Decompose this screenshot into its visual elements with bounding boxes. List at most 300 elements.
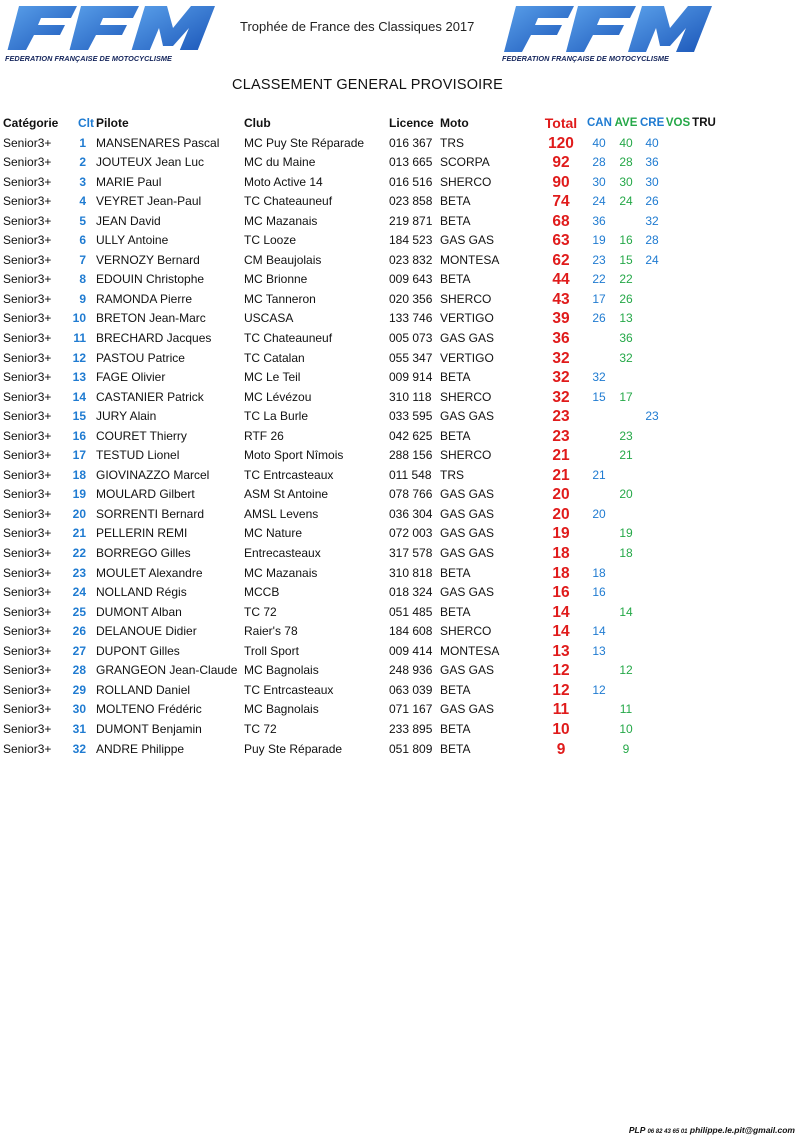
cell-cre: 24 xyxy=(645,252,659,267)
table-row xyxy=(0,642,800,662)
cell-moto: MONTESA xyxy=(440,643,500,658)
cell-clt: 27 xyxy=(72,643,86,658)
cell-moto: GAS GAS xyxy=(440,702,495,717)
cell-clt: 2 xyxy=(79,155,86,170)
cell-club: MC Bagnolais xyxy=(244,702,319,717)
cell-can: 22 xyxy=(592,272,606,287)
cell-can: 19 xyxy=(592,233,606,248)
cell-moto: TRS xyxy=(440,135,464,150)
cell-pilote: MOLTENO Frédéric xyxy=(96,702,202,717)
cell-licence: 248 936 xyxy=(389,663,433,678)
cell-pilote: JURY Alain xyxy=(96,409,157,424)
cell-clt: 7 xyxy=(79,252,86,267)
col-header-total: Total xyxy=(544,115,578,131)
cell-total: 62 xyxy=(552,251,570,269)
cell-clt: 32 xyxy=(72,741,86,756)
cell-club: Raier's 78 xyxy=(244,624,298,639)
cell-total: 12 xyxy=(552,662,570,680)
cell-ave: 16 xyxy=(619,233,633,248)
cell-club: TC Looze xyxy=(244,233,297,248)
cell-total: 92 xyxy=(552,154,570,172)
cell-total: 43 xyxy=(552,290,570,308)
cell-club: MC Mazanais xyxy=(244,565,318,580)
cell-categorie: Senior3+ xyxy=(3,252,52,267)
cell-licence: 011 548 xyxy=(389,467,432,482)
cell-club: TC Chateauneuf xyxy=(244,194,333,209)
cell-clt: 29 xyxy=(72,682,86,697)
ffm-logo-graphic xyxy=(5,4,220,54)
cell-ave: 20 xyxy=(619,487,633,502)
cell-total: 9 xyxy=(556,740,566,758)
cell-club: USCASA xyxy=(244,311,294,326)
cell-total: 23 xyxy=(552,427,570,445)
cell-ave: 23 xyxy=(619,428,633,443)
cell-pilote: BRETON Jean-Marc xyxy=(96,311,206,326)
cell-categorie: Senior3+ xyxy=(3,389,52,404)
cell-club: RTF 26 xyxy=(244,428,284,443)
cell-moto: SHERCO xyxy=(440,291,492,306)
cell-can: 16 xyxy=(592,585,606,600)
cell-moto: BETA xyxy=(440,194,471,209)
cell-moto: BETA xyxy=(440,428,471,443)
cell-club: Moto Sport Nîmois xyxy=(244,448,344,463)
cell-club: ASM St Antoine xyxy=(244,487,329,502)
cell-total: 12 xyxy=(552,681,570,699)
col-header-cre: CRE xyxy=(640,117,665,129)
cell-club: MC Mazanais xyxy=(244,213,318,228)
cell-total: 13 xyxy=(552,642,570,660)
cell-pilote: MARIE Paul xyxy=(96,174,162,189)
cell-pilote: DUMONT Benjamin xyxy=(96,721,202,736)
ranking-title: CLASSEMENT GENERAL PROVISOIRE xyxy=(232,77,503,93)
cell-club: Entrecasteaux xyxy=(244,546,321,561)
table-row xyxy=(0,524,800,544)
cell-categorie: Senior3+ xyxy=(3,526,52,541)
cell-licence: 023 858 xyxy=(389,194,433,209)
cell-club: MC Bagnolais xyxy=(244,663,319,678)
cell-licence: 023 832 xyxy=(389,252,433,267)
cell-categorie: Senior3+ xyxy=(3,702,52,717)
cell-licence: 042 625 xyxy=(389,428,433,443)
cell-moto: MONTESA xyxy=(440,252,500,267)
cell-ave: 15 xyxy=(619,252,633,267)
cell-cre: 23 xyxy=(645,409,659,424)
cell-licence: 009 414 xyxy=(389,643,433,658)
cell-club: MCCB xyxy=(244,585,280,600)
cell-clt: 14 xyxy=(72,389,86,404)
cell-categorie: Senior3+ xyxy=(3,428,52,443)
cell-ave: 10 xyxy=(619,721,633,736)
cell-licence: 133 746 xyxy=(389,311,433,326)
cell-ave: 24 xyxy=(619,194,633,209)
table-row xyxy=(0,192,800,212)
cell-licence: 016 367 xyxy=(389,135,433,150)
cell-licence: 013 665 xyxy=(389,155,433,170)
cell-categorie: Senior3+ xyxy=(3,565,52,580)
cell-licence: 078 766 xyxy=(389,487,433,502)
cell-pilote: ANDRE Philippe xyxy=(96,741,185,756)
footer-email: philippe.le.pit@gmail.com xyxy=(689,1125,795,1135)
cell-moto: VERTIGO xyxy=(440,350,494,365)
cell-licence: 310 118 xyxy=(389,389,432,404)
cell-licence: 009 643 xyxy=(389,272,433,287)
cell-club: MC Lévézou xyxy=(244,389,312,404)
table-row xyxy=(0,134,800,154)
cell-moto: BETA xyxy=(440,741,471,756)
cell-total: 10 xyxy=(552,720,570,738)
table-row xyxy=(0,349,800,369)
cell-moto: GAS GAS xyxy=(440,546,495,561)
cell-club: TC Catalan xyxy=(244,350,305,365)
table-row xyxy=(0,564,800,584)
cell-pilote: GIOVINAZZO Marcel xyxy=(96,467,210,482)
cell-pilote: BORREGO Gilles xyxy=(96,546,191,561)
cell-moto: VERTIGO xyxy=(440,311,494,326)
cell-licence: 020 356 xyxy=(389,291,433,306)
cell-club: Moto Active 14 xyxy=(244,174,323,189)
cell-clt: 10 xyxy=(72,311,86,326)
cell-total: 23 xyxy=(552,408,570,426)
ffm-logo-left xyxy=(5,4,220,66)
table-row xyxy=(0,270,800,290)
cell-moto: BETA xyxy=(440,370,471,385)
cell-club: TC 72 xyxy=(244,721,277,736)
cell-categorie: Senior3+ xyxy=(3,682,52,697)
cell-categorie: Senior3+ xyxy=(3,194,52,209)
cell-licence: 016 516 xyxy=(389,174,433,189)
cell-pilote: PASTOU Patrice xyxy=(96,350,185,365)
cell-total: 32 xyxy=(552,369,570,387)
table-row xyxy=(0,329,800,349)
cell-clt: 31 xyxy=(72,721,86,736)
col-header-clt: Clt xyxy=(78,116,94,130)
cell-pilote: TESTUD Lionel xyxy=(96,448,180,463)
cell-can: 32 xyxy=(592,370,606,385)
cell-total: 16 xyxy=(552,584,570,602)
cell-licence: 009 914 xyxy=(389,370,433,385)
cell-pilote: ULLY Antoine xyxy=(96,233,169,248)
cell-total: 14 xyxy=(552,603,570,621)
table-row xyxy=(0,700,800,720)
table-row xyxy=(0,720,800,740)
cell-can: 13 xyxy=(592,643,606,658)
cell-total: 18 xyxy=(552,564,570,582)
cell-clt: 21 xyxy=(72,526,86,541)
cell-total: 44 xyxy=(552,271,570,289)
table-row xyxy=(0,740,800,760)
cell-categorie: Senior3+ xyxy=(3,741,52,756)
cell-pilote: EDOUIN Christophe xyxy=(96,272,205,287)
cell-total: 14 xyxy=(552,623,570,641)
cell-licence: 033 595 xyxy=(389,409,433,424)
cell-pilote: RAMONDA Pierre xyxy=(96,291,193,306)
cell-total: 63 xyxy=(552,232,570,250)
cell-clt: 30 xyxy=(72,702,86,717)
col-header-categorie: Catégorie xyxy=(3,116,59,130)
ffm-logo-right xyxy=(502,4,717,66)
table-row xyxy=(0,466,800,486)
cell-categorie: Senior3+ xyxy=(3,233,52,248)
cell-club: TC Chateauneuf xyxy=(244,331,333,346)
cell-club: TC Entrcasteaux xyxy=(244,467,334,482)
col-header-club: Club xyxy=(244,116,271,130)
cell-total: 74 xyxy=(552,193,570,211)
cell-clt: 1 xyxy=(79,135,86,150)
cell-moto: TRS xyxy=(440,467,464,482)
cell-categorie: Senior3+ xyxy=(3,721,52,736)
table-row xyxy=(0,427,800,447)
cell-total: 90 xyxy=(552,173,570,191)
cell-pilote: SORRENTI Bernard xyxy=(96,506,205,521)
cell-moto: BETA xyxy=(440,272,471,287)
cell-pilote: MOULARD Gilbert xyxy=(96,487,195,502)
cell-pilote: COURET Thierry xyxy=(96,428,187,443)
cell-ave: 18 xyxy=(619,546,633,561)
cell-total: 21 xyxy=(552,447,570,465)
cell-moto: GAS GAS xyxy=(440,526,495,541)
cell-total: 20 xyxy=(552,505,570,523)
cell-moto: BETA xyxy=(440,565,471,580)
table-row xyxy=(0,661,800,681)
cell-licence: 018 324 xyxy=(389,585,433,600)
cell-moto: SHERCO xyxy=(440,624,492,639)
cell-club: Puy Ste Réparade xyxy=(244,741,343,756)
cell-clt: 25 xyxy=(72,604,86,619)
cell-categorie: Senior3+ xyxy=(3,604,52,619)
table-row xyxy=(0,407,800,427)
cell-cre: 26 xyxy=(645,194,659,209)
cell-can: 18 xyxy=(592,565,606,580)
cell-pilote: ROLLAND Daniel xyxy=(96,682,191,697)
cell-clt: 20 xyxy=(72,506,86,521)
cell-pilote: JEAN David xyxy=(96,213,161,228)
cell-clt: 19 xyxy=(72,487,86,502)
cell-licence: 288 156 xyxy=(389,448,433,463)
cell-licence: 184 608 xyxy=(389,624,433,639)
cell-pilote: CASTANIER Patrick xyxy=(96,389,204,404)
cell-categorie: Senior3+ xyxy=(3,624,52,639)
cell-licence: 051 485 xyxy=(389,604,433,619)
cell-pilote: BRECHARD Jacques xyxy=(96,331,212,346)
cell-can: 40 xyxy=(592,135,606,150)
cell-pilote: PELLERIN REMI xyxy=(96,526,188,541)
cell-clt: 16 xyxy=(72,428,86,443)
cell-ave: 36 xyxy=(619,331,633,346)
cell-can: 30 xyxy=(592,174,606,189)
cell-ave: 17 xyxy=(619,389,633,404)
cell-clt: 26 xyxy=(72,624,86,639)
cell-clt: 4 xyxy=(79,194,86,209)
cell-ave: 21 xyxy=(619,448,633,463)
cell-can: 12 xyxy=(592,682,606,697)
cell-categorie: Senior3+ xyxy=(3,291,52,306)
table-row xyxy=(0,505,800,525)
cell-total: 32 xyxy=(552,349,570,367)
cell-club: MC du Maine xyxy=(244,155,316,170)
cell-moto: SHERCO xyxy=(440,448,492,463)
cell-ave: 11 xyxy=(619,702,633,717)
cell-clt: 9 xyxy=(79,291,86,306)
cell-licence: 071 167 xyxy=(389,702,433,717)
cell-categorie: Senior3+ xyxy=(3,272,52,287)
table-row xyxy=(0,153,800,173)
cell-total: 20 xyxy=(552,486,570,504)
cell-pilote: VERNOZY Bernard xyxy=(96,252,200,267)
cell-clt: 15 xyxy=(72,409,86,424)
cell-cre: 32 xyxy=(645,213,659,228)
logo-caption: FEDERATION FRANÇAISE DE MOTOCYCLISME xyxy=(5,54,172,63)
table-row xyxy=(0,173,800,193)
cell-club: MC Brionne xyxy=(244,272,308,287)
cell-categorie: Senior3+ xyxy=(3,448,52,463)
cell-pilote: NOLLAND Régis xyxy=(96,585,187,600)
cell-can: 36 xyxy=(592,213,606,228)
cell-can: 14 xyxy=(592,624,606,639)
col-header-licence: Licence xyxy=(389,116,434,130)
ranking-table xyxy=(0,114,800,759)
cell-moto: GAS GAS xyxy=(440,487,495,502)
col-header-pilote: Pilote xyxy=(96,116,129,130)
cell-total: 32 xyxy=(552,388,570,406)
cell-total: 21 xyxy=(552,466,570,484)
cell-clt: 6 xyxy=(79,233,86,248)
cell-cre: 30 xyxy=(645,174,659,189)
cell-ave: 19 xyxy=(619,526,633,541)
cell-moto: GAS GAS xyxy=(440,506,495,521)
cell-moto: SHERCO xyxy=(440,174,492,189)
cell-licence: 036 304 xyxy=(389,506,433,521)
cell-total: 39 xyxy=(552,310,570,328)
cell-total: 18 xyxy=(552,545,570,563)
col-header-moto: Moto xyxy=(440,116,469,130)
cell-total: 68 xyxy=(552,212,570,230)
cell-club: MC Nature xyxy=(244,526,303,541)
cell-ave: 30 xyxy=(619,174,633,189)
cell-ave: 32 xyxy=(619,350,633,365)
col-header-vos: VOS xyxy=(665,117,691,129)
cell-categorie: Senior3+ xyxy=(3,585,52,600)
cell-categorie: Senior3+ xyxy=(3,331,52,346)
cell-can: 20 xyxy=(592,506,606,521)
cell-clt: 12 xyxy=(72,350,86,365)
table-row xyxy=(0,681,800,701)
cell-can: 24 xyxy=(592,194,606,209)
cell-clt: 23 xyxy=(72,565,86,580)
table-row xyxy=(0,251,800,271)
cell-moto: GAS GAS xyxy=(440,585,495,600)
cell-clt: 18 xyxy=(72,467,86,482)
cell-can: 15 xyxy=(592,389,606,404)
cell-pilote: DUMONT Alban xyxy=(96,604,182,619)
cell-pilote: DUPONT Gilles xyxy=(96,643,180,658)
table-body xyxy=(0,134,800,760)
cell-clt: 11 xyxy=(73,331,86,346)
cell-pilote: MOULET Alexandre xyxy=(96,565,203,580)
cell-club: MC Tanneron xyxy=(244,291,316,306)
cell-total: 120 xyxy=(548,134,574,152)
table-row xyxy=(0,583,800,603)
cell-licence: 005 073 xyxy=(389,331,433,346)
cell-categorie: Senior3+ xyxy=(3,663,52,678)
cell-licence: 317 578 xyxy=(389,546,433,561)
cell-licence: 233 895 xyxy=(389,721,433,736)
cell-categorie: Senior3+ xyxy=(3,350,52,365)
cell-licence: 184 523 xyxy=(389,233,433,248)
cell-licence: 063 039 xyxy=(389,682,433,697)
table-row xyxy=(0,309,800,329)
cell-ave: 12 xyxy=(619,663,633,678)
cell-ave: 22 xyxy=(619,272,633,287)
cell-licence: 219 871 xyxy=(389,213,433,228)
cell-cre: 28 xyxy=(645,233,659,248)
cell-licence: 055 347 xyxy=(389,350,433,365)
table-row xyxy=(0,290,800,310)
table-row xyxy=(0,388,800,408)
cell-categorie: Senior3+ xyxy=(3,155,52,170)
cell-categorie: Senior3+ xyxy=(3,546,52,561)
cell-moto: BETA xyxy=(440,213,471,228)
cell-licence: 072 003 xyxy=(389,526,433,541)
cell-club: TC 72 xyxy=(244,604,277,619)
footer-contact xyxy=(600,1125,795,1135)
cell-categorie: Senior3+ xyxy=(3,174,52,189)
cell-can: 23 xyxy=(592,252,606,267)
table-header-row xyxy=(0,114,800,134)
col-header-can: CAN xyxy=(587,117,612,129)
cell-categorie: Senior3+ xyxy=(3,135,52,150)
cell-club: Troll Sport xyxy=(244,643,299,658)
cell-pilote: DELANOUE Didier xyxy=(96,624,197,639)
footer-phone: 06 82 43 65 01 xyxy=(647,1129,688,1135)
col-header-ave: AVE xyxy=(614,117,638,129)
cell-pilote: MANSENARES Pascal xyxy=(96,135,220,150)
cell-club: MC Le Teil xyxy=(244,370,301,385)
cell-clt: 8 xyxy=(79,272,86,287)
cell-licence: 310 818 xyxy=(389,565,433,580)
cell-categorie: Senior3+ xyxy=(3,370,52,385)
cell-pilote: FAGE Olivier xyxy=(96,370,166,385)
table-row xyxy=(0,212,800,232)
cell-total: 19 xyxy=(552,525,570,543)
cell-categorie: Senior3+ xyxy=(3,506,52,521)
page-header-title: Trophée de France des Classiques 2017 xyxy=(240,19,475,34)
cell-ave: 14 xyxy=(619,604,633,619)
table-row xyxy=(0,368,800,388)
table-row xyxy=(0,485,800,505)
footer-prefix: PLP xyxy=(628,1125,646,1135)
cell-cre: 40 xyxy=(645,135,659,150)
cell-categorie: Senior3+ xyxy=(3,643,52,658)
cell-ave: 13 xyxy=(619,311,633,326)
cell-categorie: Senior3+ xyxy=(3,487,52,502)
table-row xyxy=(0,446,800,466)
table-row xyxy=(0,544,800,564)
cell-ave: 9 xyxy=(622,741,630,756)
cell-licence: 051 809 xyxy=(389,741,433,756)
cell-moto: BETA xyxy=(440,604,471,619)
cell-moto: SHERCO xyxy=(440,389,492,404)
cell-moto: BETA xyxy=(440,682,471,697)
cell-can: 17 xyxy=(592,291,606,306)
cell-club: TC Entrcasteaux xyxy=(244,682,334,697)
cell-moto: BETA xyxy=(440,721,471,736)
cell-cre: 36 xyxy=(645,155,659,170)
cell-ave: 28 xyxy=(619,155,633,170)
cell-moto: GAS GAS xyxy=(440,409,495,424)
cell-total: 11 xyxy=(552,701,570,719)
cell-ave: 40 xyxy=(619,135,633,150)
cell-pilote: GRANGEON Jean-Claude xyxy=(96,663,238,678)
